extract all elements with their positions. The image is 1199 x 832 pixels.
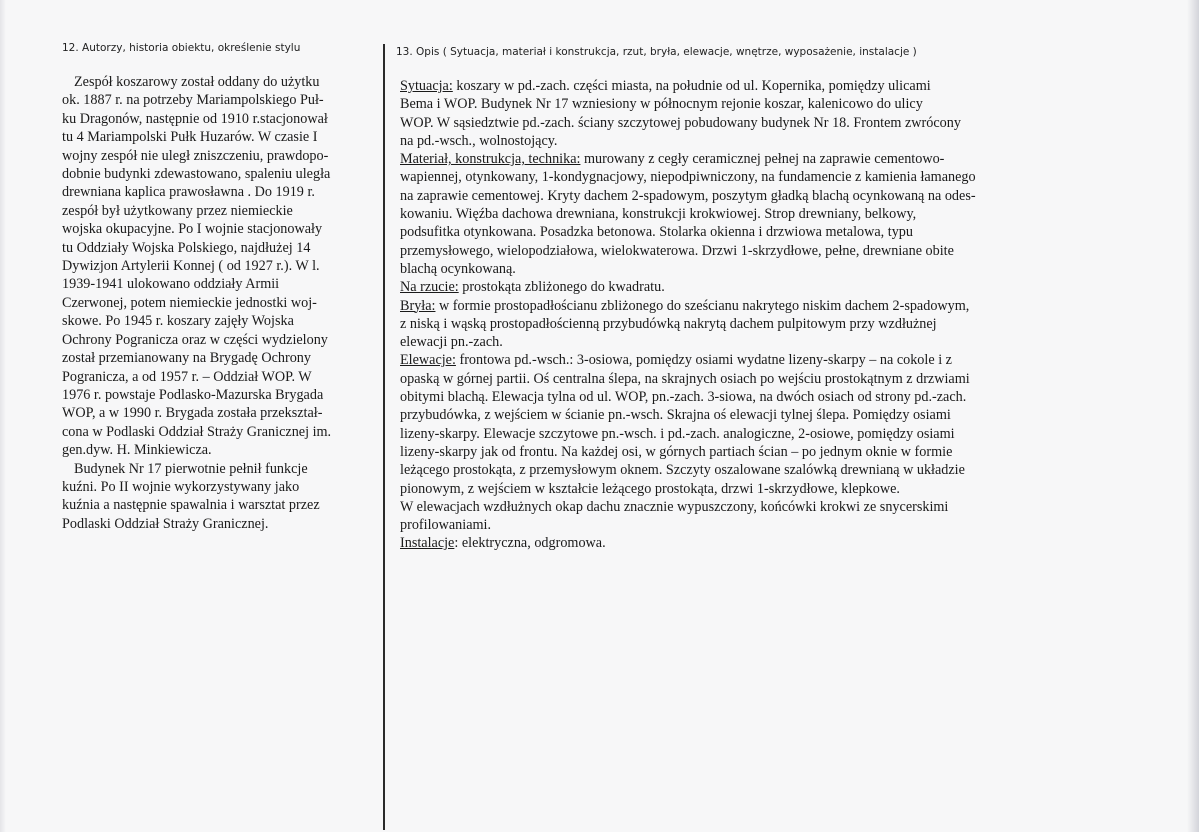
description-text	[400, 77, 1100, 553]
bryla-line: z niską i wąską prostopadłościenną przybudówką nakrytą dachem pulpitowym przy wzdłużnej	[400, 315, 937, 332]
history-line: 1976 r. powstaje Podlasko-Mazurska Brygada	[62, 386, 324, 403]
bryla-line	[400, 297, 1100, 315]
history-line: kuźnia a następnie spawalnia i warsztat przez	[62, 497, 320, 514]
material-line: przemysłowego, wielopodziałowa, wielokwaterowa. Drzwi 1-skrzydłowe, pełne, drewniane obite	[400, 242, 954, 259]
material-line: blachą ocynkowaną.	[400, 260, 516, 277]
section-12-header: 12. Autorzy, historia obiektu, określenie stylu	[62, 42, 301, 54]
sytuacja-label: Sytuacja:	[400, 78, 453, 94]
elewacje-label: Elewacje:	[400, 352, 456, 369]
elewacje-line: leżącego prostokąta, z przemysłowym oknem. Szczyty oszalowane szalówką drewnianą w układzie	[400, 462, 965, 479]
history-line: Budynek Nr 17 pierwotnie pełnił funkcje	[74, 460, 308, 477]
history-line: Dywizjon Artylerii Konnej ( od 1927 r.). W l.	[62, 258, 320, 275]
scan-edge-left	[0, 0, 6, 832]
history-line: Ochrony Pogranicza oraz w części wydzielony	[62, 331, 328, 348]
history-line: wojska okupacyjne. Po I wojnie stacjonowały	[62, 221, 323, 238]
instalacje-text: : elektryczna, odgromowa.	[454, 535, 606, 552]
history-line: wojny zespół nie uległ zniszczeniu, prawdopo-	[62, 147, 329, 164]
elewacje-line	[400, 351, 1100, 369]
scan-edge-right	[1187, 0, 1199, 832]
elewacje-line: obitymi blachą. Elewacja tylna od ul. WOP, pn.-zach. 3-siowa, na dwóch osiach od strony pd.-zach.	[400, 389, 967, 406]
history-text	[62, 73, 380, 533]
section-13-header: 13. Opis ( Sytuacja, materiał i konstrukcja, rzut, bryła, elewacje, wnętrze, wyposażenie, instalacje )	[396, 46, 917, 58]
history-line: tu Oddziały Wojska Polskiego, najdłużej 14	[62, 239, 311, 256]
history-line: skowe. Po 1945 r. koszary zajęły Wojska	[62, 313, 294, 330]
rzut-line	[400, 278, 1100, 296]
elewacje-line: lizeny-skarpy. Elewacje szczytowe pn.-wsch. i pd.-zach. analogiczne, 2-osiowe, pomiędzy osiami	[400, 425, 955, 442]
material-text: murowany z cegły ceramicznej pełnej na zaprawie cementowo-	[580, 151, 945, 168]
elewacje-line: pionowym, z wejściem w kształcie leżącego prostokąta, drzwi 1-skrzydłowe, klepkowe.	[400, 480, 900, 497]
history-line: Podlaski Oddział Straży Granicznej.	[62, 515, 269, 532]
elewacje-line: opaską w górnej partii. Oś centralna ślepa, na skrajnych osiach po wejściu prostokątnym z drzwiami	[400, 370, 970, 387]
elewacje-line: przybudówka, z wejściem w ścianie pn.-wsch. Skrajna oś elewacji tylnej ślepa. Pomiędzy osiami	[400, 407, 951, 424]
elewacje-line: W elewacjach wzdłużnych okap dachu znacznie wypuszczony, końcówki krokwi ze snycerskimi	[400, 498, 949, 515]
elewacje-text: frontowa pd.-wsch.: 3-osiowa, pomiędzy osiami wydatne lizeny-skarpy – na cokole i z	[455, 352, 952, 369]
history-line: został przemianowany na Brygadę Ochrony	[62, 350, 311, 367]
sytuacja-line: WOP. W sąsiedztwie pd.-zach. ściany szczytowej pobudowany budynek Nr 18. Frontem zwrócony	[400, 114, 961, 131]
material-line: kowaniu. Więźba dachowa drewniana, konstrukcji krokwiowej. Strop drewniany, belkowy,	[400, 206, 917, 223]
material-line: podsufitka otynkowana. Posadzka betonowa. Stolarka okienna i drzwiowa metalowa, typu	[400, 224, 913, 241]
instalacje-label: Instalacje	[400, 535, 455, 552]
history-line: gen.dyw. H. Minkiewicza.	[62, 442, 212, 459]
history-line: Czerwonej, potem niemieckie jednostki woj-	[62, 294, 317, 311]
history-line: cona w Podlaski Oddział Straży Granicznej im.	[62, 423, 332, 440]
bryla-line: elewacji pn.-zach.	[400, 334, 503, 351]
history-line: kuźni. Po II wojnie wykorzystywany jako	[62, 478, 300, 495]
sytuacja-line: na pd.-wsch., wolnostojący.	[400, 132, 558, 149]
sytuacja-line: Bema i WOP. Budynek Nr 17 wzniesiony w północnym rejonie koszar, kalenicowo do ulicy	[400, 96, 923, 113]
instalacje-line	[400, 534, 1100, 552]
history-line: 1939-1941 ulokowano oddziały Armii	[62, 276, 280, 293]
bryla-text: w formie prostopadłościanu zbliżonego do sześcianu nakrytego niskim dachem 2-spadowym,	[435, 297, 970, 314]
elewacje-line: lizeny-skarpy jak od frontu. Na każdej osi, w górnych partiach ścian – po jednym oknie w formie	[400, 443, 953, 460]
column-divider	[383, 44, 385, 830]
history-line: Zespół koszarowy został oddany do użytku	[74, 74, 320, 90]
history-line: WOP, a w 1990 r. Brygada została przekształ-	[62, 405, 323, 422]
material-line	[400, 150, 1100, 168]
bryla-label: Bryła:	[400, 297, 436, 314]
sytuacja-line	[400, 77, 1100, 95]
history-line: zespół był użytkowany przez niemieckie	[62, 202, 293, 219]
history-line: ok. 1887 r. na potrzeby Mariampolskiego Puł-	[62, 92, 324, 109]
history-line: drewniana kaplica prawosławna . Do 1919 r.	[62, 184, 315, 201]
rzut-text: prostokąta zbliżonego do kwadratu.	[458, 279, 665, 296]
history-line: tu 4 Mariampolski Pułk Huzarów. W czasie I	[62, 129, 318, 146]
elewacje-line: profilowaniami.	[400, 517, 492, 534]
material-line: na zaprawie cementowej. Kryty dachem 2-spadowym, poszytym gładką blachą ocynkowaną na odes-	[400, 187, 976, 204]
history-line: ku Dragonów, następnie od 1910 r.stacjonował	[62, 110, 328, 127]
material-label: Materiał, konstrukcja, technika:	[400, 151, 581, 168]
history-line: dobnie budynki zdewastowano, spaleniu uległa	[62, 166, 331, 183]
sytuacja-text: koszary w pd.-zach. części miasta, na południe od ul. Kopernika, pomiędzy ulicami	[452, 78, 931, 94]
history-line: Pogranicza, a od 1957 r. – Oddział WOP. W	[62, 368, 312, 385]
rzut-label: Na rzucie:	[400, 279, 459, 296]
material-line: wapiennej, otynkowany, 1-kondygnacjowy, niepodpiwniczony, na fundamencie z kamienia łamanego	[400, 169, 976, 186]
